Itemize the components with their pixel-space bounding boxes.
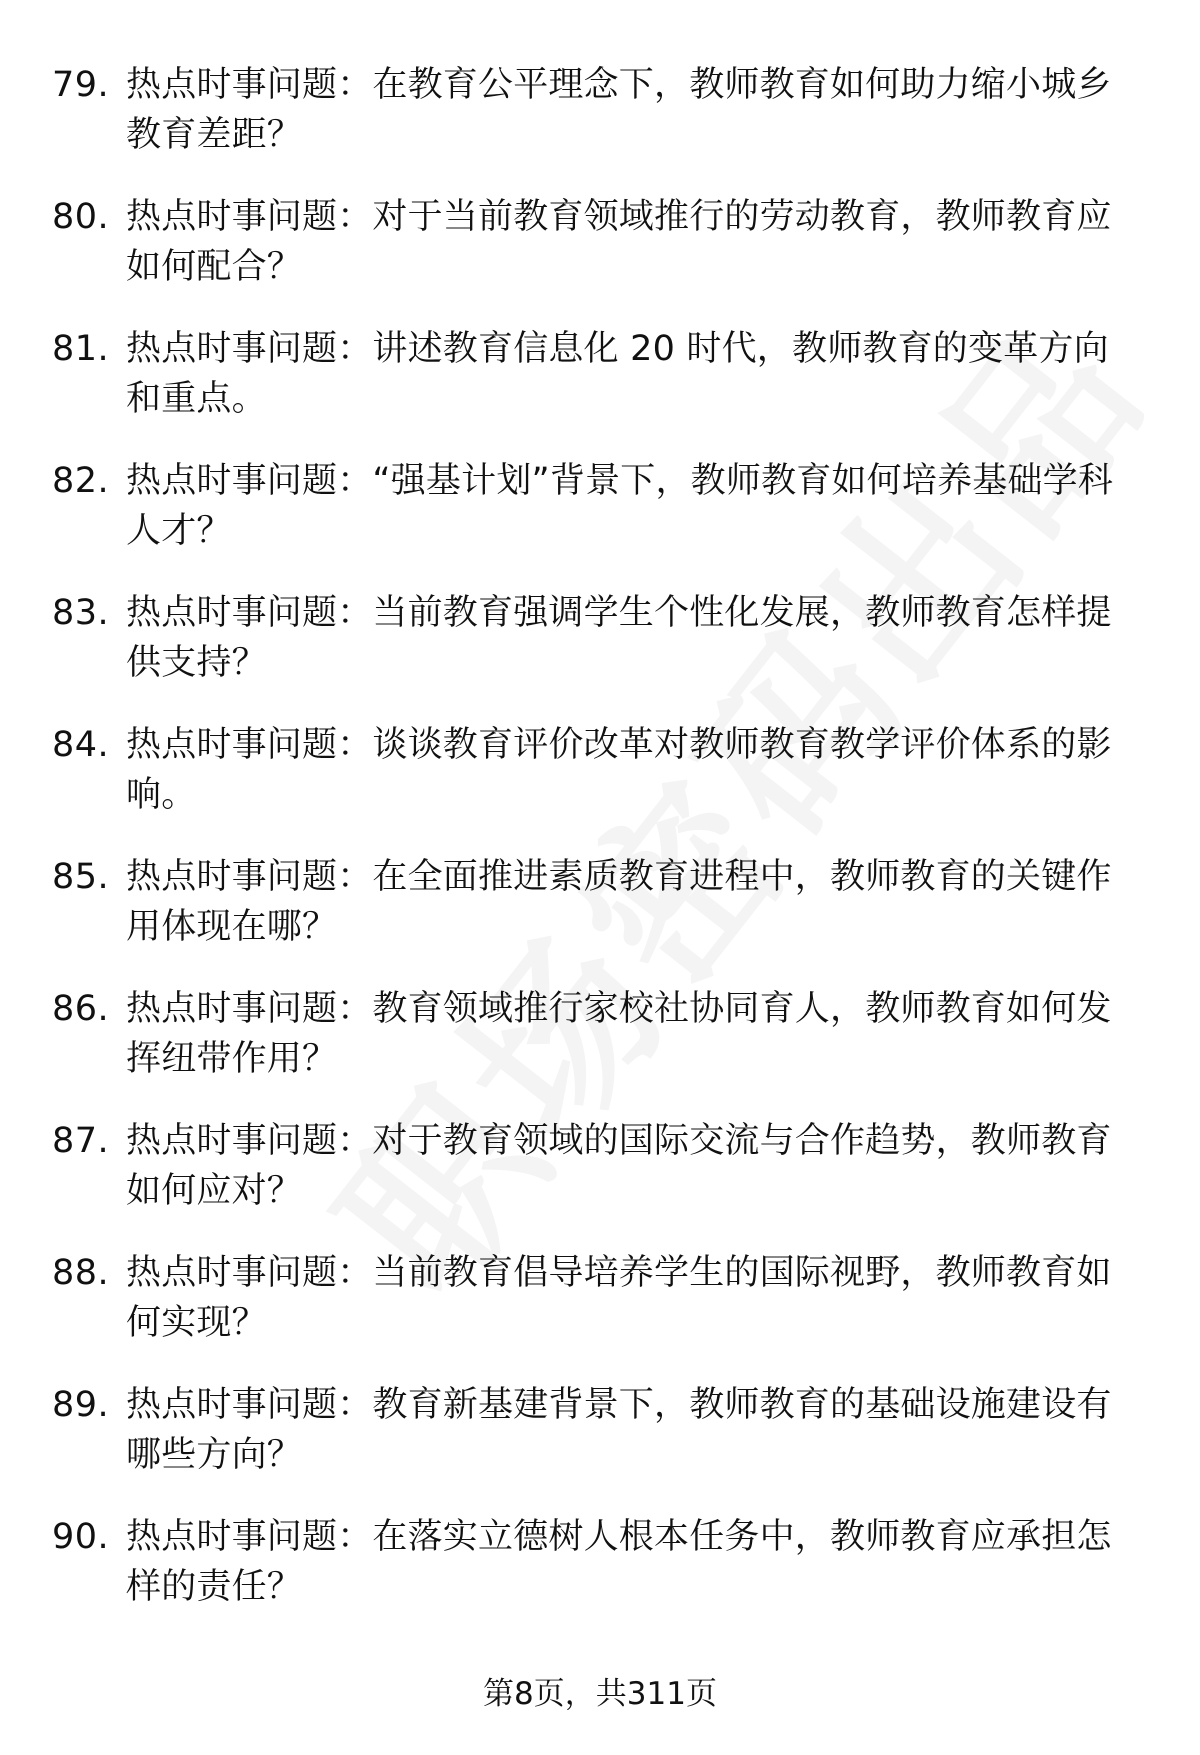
list-item bbox=[0, 456, 1200, 588]
question-number: 89. bbox=[52, 1385, 110, 1425]
question-text: 热点时事问题：在落实立德树人根本任务中，教师教育应承担怎样的责任？ bbox=[126, 1517, 1112, 1607]
list-item bbox=[0, 588, 1200, 720]
list-item bbox=[0, 1512, 1200, 1644]
question-text: 热点时事问题：对于当前教育领域推行的劳动教育，教师教育应如何配合？ bbox=[126, 197, 1112, 287]
question-number: 88. bbox=[52, 1253, 110, 1293]
question-text: 热点时事问题：教育领域推行家校社协同育人，教师教育如何发挥纽带作用？ bbox=[126, 989, 1112, 1079]
question-number: 80. bbox=[52, 197, 110, 237]
question-number: 79. bbox=[52, 65, 110, 105]
question-text: 热点时事问题：谈谈教育评价改革对教师教育教学评价体系的影响。 bbox=[126, 725, 1112, 815]
question-number: 84. bbox=[52, 725, 110, 765]
question-number: 83. bbox=[52, 593, 110, 633]
question-number: 81. bbox=[52, 329, 110, 369]
list-item bbox=[0, 1380, 1200, 1512]
question-number: 86. bbox=[52, 989, 110, 1029]
list-item bbox=[0, 720, 1200, 852]
list-item bbox=[0, 1116, 1200, 1248]
question-list bbox=[0, 60, 1200, 1644]
question-text: 热点时事问题：教育新基建背景下，教师教育的基础设施建设有哪些方向？ bbox=[126, 1385, 1112, 1475]
question-text: 热点时事问题：“强基计划”背景下，教师教育如何培养基础学科人才？ bbox=[126, 461, 1114, 551]
list-item bbox=[0, 984, 1200, 1116]
list-item bbox=[0, 1248, 1200, 1380]
question-text: 热点时事问题：对于教育领域的国际交流与合作趋势，教师教育如何应对？ bbox=[126, 1121, 1112, 1211]
question-text: 热点时事问题：当前教育倡导培养学生的国际视野，教师教育如何实现？ bbox=[126, 1253, 1112, 1343]
question-number: 90. bbox=[52, 1517, 110, 1557]
question-text: 热点时事问题：当前教育强调学生个性化发展，教师教育怎样提供支持？ bbox=[126, 593, 1112, 683]
question-number: 82. bbox=[52, 461, 110, 501]
list-item bbox=[0, 60, 1200, 192]
question-text: 热点时事问题：在教育公平理念下，教师教育如何助力缩小城乡教育差距？ bbox=[126, 65, 1112, 155]
page-footer: 第8页，共311页 bbox=[483, 1676, 717, 1712]
question-text: 热点时事问题：讲述教育信息化 20 时代，教师教育的变革方向和重点。 bbox=[126, 329, 1109, 419]
list-item bbox=[0, 192, 1200, 324]
question-text: 热点时事问题：在全面推进素质教育进程中，教师教育的关键作用体现在哪？ bbox=[126, 857, 1112, 947]
question-number: 85. bbox=[52, 857, 110, 897]
list-item bbox=[0, 852, 1200, 984]
question-number: 87. bbox=[52, 1121, 110, 1161]
list-item bbox=[0, 324, 1200, 456]
